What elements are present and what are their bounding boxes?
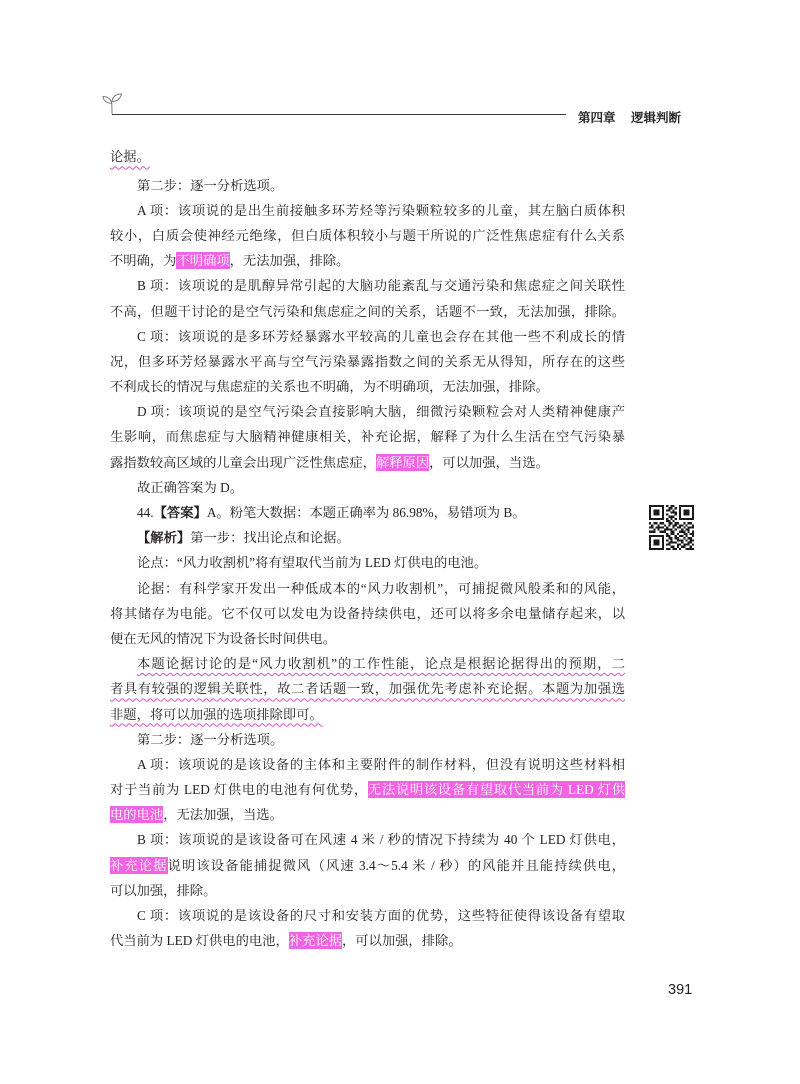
q44-step2-heading: 第二步：逐一分析选项。 <box>137 731 284 747</box>
page-number: 391 <box>668 982 693 998</box>
sprout-leaf-left <box>103 97 112 104</box>
q44-evidence-line: 论据：有科学家开发出一种低成本的“风力收割机”，可捕捉微风般柔和的风能， <box>137 580 625 596</box>
wavy-underlined-text: 非题，将可以加强的选项排除即可。 <box>110 706 323 722</box>
q44-option-a-line: A 项：该项说的是该设备的主体和主要附件的制作材料，但没有说明这些材料相 <box>137 756 625 772</box>
q44-reasoning-line <box>110 676 625 701</box>
q44-option-c-line: C 项：该项说的是该设备的尺寸和安装方面的优势，这些特征使得该设备有望取 <box>137 908 625 924</box>
q44-option-c-line <box>110 928 625 953</box>
q44-option-a-line <box>110 802 625 827</box>
highlight-unclear-option: 不明确项 <box>176 253 230 269</box>
q44-option-b-line <box>110 853 625 878</box>
text-segment: ，可以加强，排除。 <box>341 933 462 949</box>
q44-reasoning-line <box>110 651 625 676</box>
sprout-leaf-right <box>112 94 122 102</box>
step1-heading: 第一步：找出论点和论据。 <box>190 530 350 546</box>
q43-option-d-line <box>110 450 625 475</box>
wavy-underlined-text: 论据。 <box>110 149 150 165</box>
q44-option-b-line: 可以加强，排除。 <box>110 882 217 898</box>
q44-reasoning-line <box>110 702 625 727</box>
highlight-cannot-replace: 电的电池 <box>110 807 164 823</box>
q43-option-a-line <box>110 248 625 273</box>
highlight-cannot-replace: 无法说明该设备有望取代当前为 LED 灯供 <box>367 782 626 798</box>
q43-option-c-line: 况，但多环芳烃暴露水平高与空气污染暴露指数之间的关系无从得知，所存在的这些 <box>110 353 625 369</box>
q43-reasoning-tail-line <box>110 144 625 169</box>
q43-option-b-line: B 项：该项说的是肌醇异常引起的大脑功能紊乱与交通污染和焦虑症之间关联性 <box>137 278 625 294</box>
q43-option-c-line: 不利成长的情况与焦虑症的关系也不明确，为不明确项，无法加强，排除。 <box>110 379 549 395</box>
q44-analysis-line <box>110 525 625 550</box>
highlight-supplement-evidence: 补充论据 <box>288 933 342 949</box>
page-body <box>110 144 625 953</box>
text-segment: 说明该设备能捕捉微风（风速 3.4～5.4 米 / 秒）的风能并且能持续供电， <box>167 857 626 873</box>
q44-option-a-line <box>110 777 625 802</box>
analysis-tag: 【解析】 <box>137 531 191 547</box>
q43-option-d-line: 生影响，而焦虑症与大脑精神健康相关，补充论据，解释了为什么生活在空气污染暴 <box>110 429 625 445</box>
header-rule <box>112 114 566 115</box>
q43-option-a-line: 较小，白质会使神经元绝缘，但白质体积较小与题干所说的广泛性焦虑症有什么关系 <box>110 227 625 243</box>
wavy-underlined-text: 本题论据讨论的是“风力收割机”的工作性能，论点是根据论据得出的预期，二 <box>137 656 625 672</box>
text-segment: 代当前为 LED 灯供电的电池， <box>110 933 289 949</box>
sprout-icon <box>100 90 124 114</box>
q44-evidence-line: 将其储存为电能。它不仅可以发电为设备持续供电，还可以将多余电量储存起来，以 <box>110 605 625 621</box>
qr-code-icon <box>649 505 694 550</box>
section-title: 逻辑判断 <box>631 110 682 125</box>
text-segment: 不明确，为 <box>110 253 177 269</box>
q43-option-b-line: 不高，但题干讨论的是空气污染和焦虑症之间的关系，话题不一致，无法加强，排除。 <box>110 303 625 319</box>
text-segment: 露指数较高区域的儿童会出现广泛性焦虑症， <box>110 454 376 470</box>
answer-tag: 【答案】 <box>153 506 207 522</box>
q43-conclusion: 故正确答案为 D。 <box>137 479 244 495</box>
q44-evidence-line: 便在无风的情况下为设备长时间供电。 <box>110 630 337 646</box>
text-segment: ，可以加强，当选。 <box>429 454 549 470</box>
q43-step2-heading: 第二步：逐一分析选项。 <box>137 177 284 193</box>
text-segment: ，无法加强，当选。 <box>163 807 283 823</box>
q44-answer-line <box>110 500 625 525</box>
q43-option-c-line: C 项：该项说的是多环芳烃暴露水平较高的儿童也会存在其他一些不利成长的情 <box>137 328 625 344</box>
q43-option-d-line: D 项：该项说的是空气污染会直接影响大脑，细微污染颗粒会对人类精神健康产 <box>137 404 625 420</box>
question-number: 44. <box>137 505 154 521</box>
text-segment: 对于当前为 LED 灯供电的电池有何优势， <box>110 782 368 798</box>
answer-text: A。粉笔大数据：本题正确率为 86.98%，易错项为 B。 <box>206 505 526 521</box>
q44-option-b-line: B 项：该项说的是该设备可在风速 4 米 / 秒的情况下持续为 40 个 LED 灯供电， <box>137 832 625 848</box>
chapter-label: 第四章 <box>578 110 616 125</box>
highlight-supplement-evidence: 补充论据 <box>110 857 168 873</box>
highlight-explain-cause: 解释原因 <box>375 454 430 470</box>
text-segment: ，无法加强，排除。 <box>229 253 350 269</box>
q44-argument-line: 论点：“风力收割机”将有望取代当前为 LED 灯供电的电池。 <box>137 555 488 571</box>
wavy-underlined-text: 者具有较强的逻辑关联性，故二者话题一致，加强优先考虑补充论据。本题为加强选 <box>110 681 625 697</box>
q43-option-a-line: A 项：该项说的是出生前接触多环芳烃等污染颗粒较多的儿童，其左脑白质体积 <box>137 202 625 218</box>
